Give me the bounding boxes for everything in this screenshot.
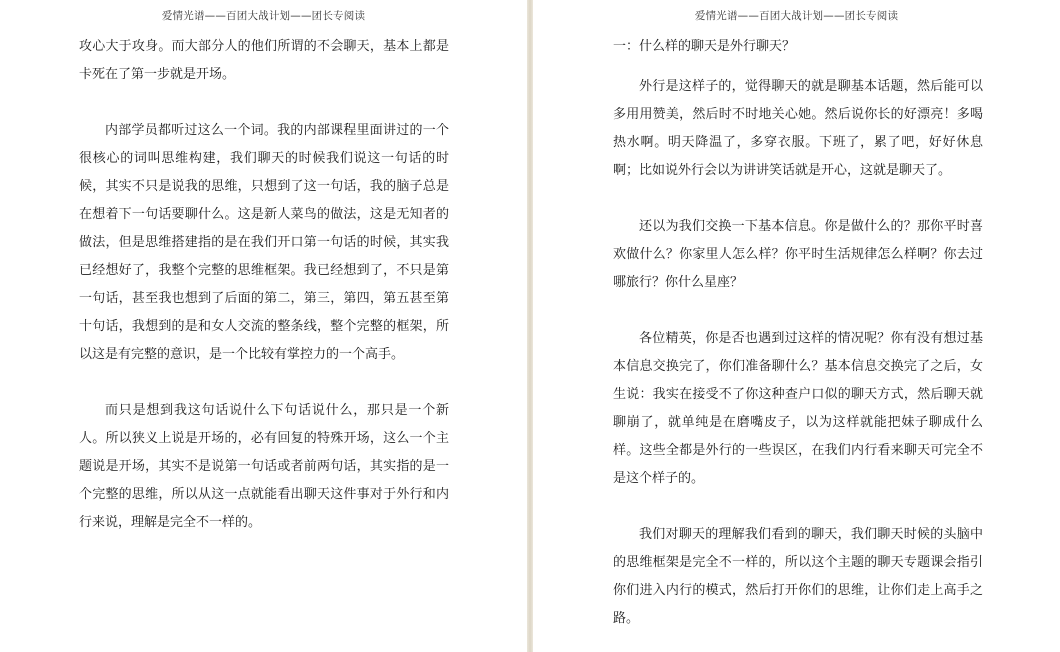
paragraph: 攻心大于攻身。而大部分人的他们所谓的不会聊天，基本上都是卡死在了第一步就是开场。 [79, 39, 449, 82]
left-page [0, 0, 527, 652]
paragraph: 内部学员都听过这么一个词。我的内部课程里面讲过的一个很核心的词叫思维构建，我们聊天的时候我们说这一句话的时候，其实不只是说我的思维，只想到了这一句话，我的脑子总是在想着下一句话要聊什么。这是新人菜鸟的做法，这是无知者的做法，但是思维搭建指的是在我们开口第一句话的时候，其实我已经想好了，我整个完整的思维框架。我已经想到了，不只是第一句话，甚至我也想到了后面的第二，第三，第四，第五甚至第十句话，我想到的是和女人交流的整条线，整个完整的框架，所以这是有完整的意识，是一个比较有掌控力的一个高手。 [79, 123, 449, 362]
right-page-body [613, 33, 983, 652]
section-heading: 一：什么样的聊天是外行聊天？ [613, 39, 796, 54]
paragraph: 还以为我们交换一下基本信息。你是做什么的？那你平时喜欢做什么？你家里人怎么样？你平时生活规律怎么样啊？你去过哪旅行？你什么星座？ [613, 219, 983, 290]
right-page [533, 0, 1060, 652]
paragraph: 而只是想到我这句话说什么下句话说什么，那只是一个新人。所以狭义上说是开场的，必有回复的特殊开场，这么一个主题说是开场，其实不是说第一句话或者前两句话，其实指的是一个完整的思维，所以从这一点就能看出聊天这件事对于外行和内行来说，理解是完全不一样的。 [79, 403, 449, 530]
paragraph: 各位精英，你是否也遇到过这样的情况呢？你有没有想过基本信息交换完了，你们准备聊什么？基本信息交换完了之后，女生说：我实在接受不了你这种查户口似的聊天方式，然后聊天就聊崩了，就单纯是在磨嘴皮子，以为这样就能把妹子聊成什么样。这些全都是外行的一些误区，在我们内行看来聊天可完全不是这个样子的。 [613, 331, 983, 486]
page-header: 爱情光谱——百团大战计划——团长专阅读 [161, 10, 366, 22]
left-page-body [79, 33, 449, 565]
paragraph: 外行是这样子的，觉得聊天的就是聊基本话题，然后能可以多用用赞美，然后时不时地关心她。然后说你长的好漂亮！多喝热水啊。明天降温了，多穿衣服。下班了，累了吧，好好休息啊；比如说外行会以为讲讲笑话就是开心，这就是聊天了。 [613, 79, 983, 178]
paragraph: 我们对聊天的理解我们看到的聊天，我们聊天时候的头脑中的思维框架是完全不一样的，所以这个主题的聊天专题课会指引你们进入内行的模式，然后打开你们的思维，让你们走上高手之路。 [613, 527, 983, 626]
page-header: 爱情光谱——百团大战计划——团长专阅读 [694, 10, 899, 22]
